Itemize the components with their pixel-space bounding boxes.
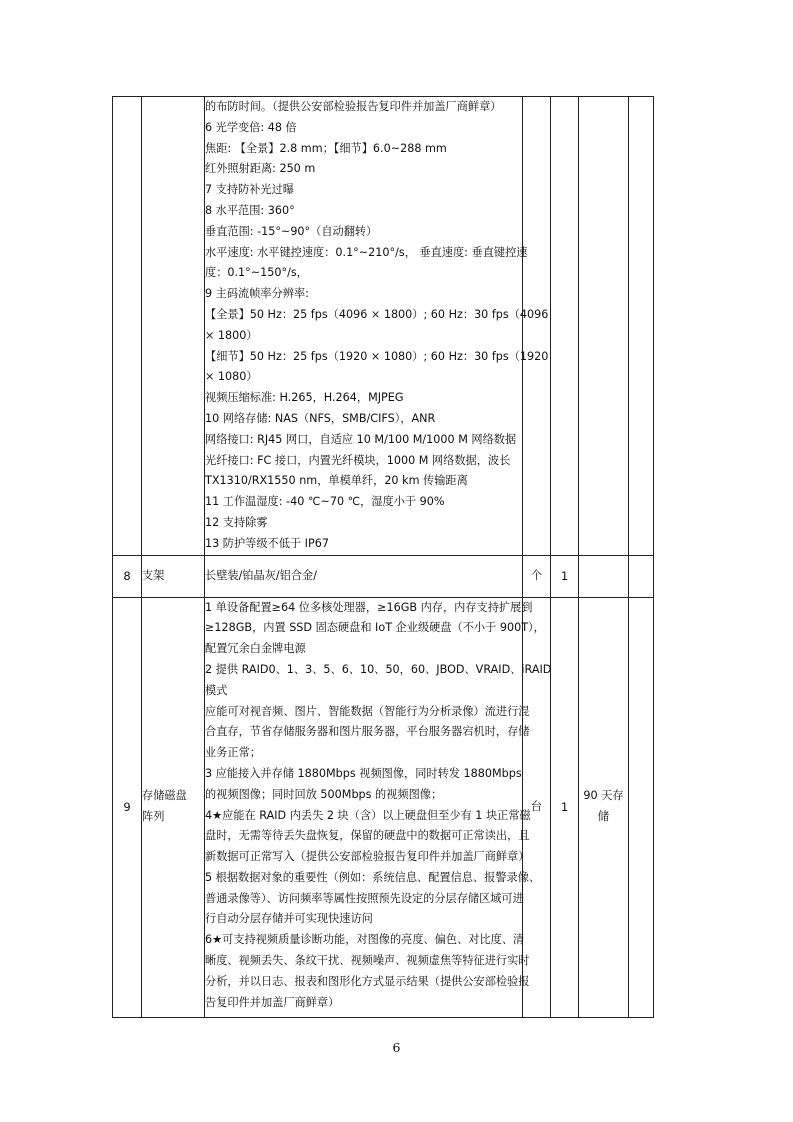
cell-text: 配置冗余白金牌电源 [205, 642, 306, 656]
cell-name [142, 97, 205, 556]
cell-unit [523, 97, 551, 556]
cell-name [142, 555, 205, 597]
cell-text: 【全景】50 Hz：25 fps（4096 × 1800）; 60 Hz：30 fps（4096 [205, 307, 549, 321]
cell-text: TX1310/RX1550 nm，单模单纤，20 km 传输距离 [205, 474, 468, 488]
cell-spec [205, 97, 549, 556]
cell-text: 台 [530, 799, 543, 813]
cell-name [142, 597, 205, 1017]
cell-extra [629, 597, 654, 1017]
cell-text: 【细节】50 Hz：25 fps（1920 × 1080）; 60 Hz：30 fps（1920 [205, 349, 549, 363]
cell-text: 分析，并以日志、报表和图形化方式显示结果（提供公安部检验报 [205, 974, 530, 988]
cell-text: 5 根据数据对象的重要性（例如：系统信息、配置信息、报警录像、 [205, 870, 541, 884]
cell-remark [579, 597, 629, 1017]
cell-remark [579, 555, 629, 597]
cell-qty [551, 555, 579, 597]
cell-text: 模式 [205, 683, 228, 697]
cell-text: 存储磁盘 [142, 789, 187, 803]
page-number: 6 [392, 1040, 401, 1055]
cell-text: 网络接口: RJ45 网口，自适应 10 M/100 M/1000 M 网络数据 [205, 432, 517, 446]
cell-remark [579, 97, 629, 556]
cell-text: 晰度、视频丢失、条纹干扰、视频噪声、视频虚焦等特征进行实时 [205, 954, 530, 968]
spec-table [112, 96, 654, 1018]
cell-spec [205, 597, 552, 1017]
cell-text: 个 [530, 568, 543, 582]
cell-text: 视频压缩标准: H.265，H.264，MJPEG [205, 391, 404, 405]
cell-text: 告复印件并加盖厂商鲜章） [205, 995, 340, 1009]
cell-text: 的视频图像；同时回放 500Mbps 的视频图像； [205, 787, 443, 801]
cell-text: 2 提供 RAID0、1、3、5、6、10、50，60、JBOD、VRAID、iRAID [205, 662, 552, 676]
cell-extra [629, 97, 654, 556]
cell-text: 9 主码流帧率分辨率: [205, 287, 309, 301]
cell-text: 6 光学变倍: 48 倍 [205, 120, 297, 134]
cell-qty [551, 97, 579, 556]
cell-text: 4★应能在 RAID 内丢失 2 块（含）以上硬盘但至少有 1 块正常磁 [205, 808, 531, 822]
cell-text: 普通录像等）、访问频率等属性按照预先设定的分层存储区域可进 [205, 891, 524, 905]
cell-no [113, 597, 142, 1017]
cell-text: 8 水平范围: 360° [205, 203, 295, 217]
cell-text: 度：0.1°~150°/s， [205, 266, 308, 280]
cell-text: 阵列 [142, 810, 165, 824]
cell-text: 盘时，无需等待丢失盘恢复，保留的硬盘中的数据可正常读出，且 [205, 829, 530, 843]
cell-text: 红外照射距离: 250 m [205, 162, 316, 176]
cell-text: 业务正常； [205, 746, 261, 760]
cell-text: 1 [560, 799, 569, 814]
cell-text: 光纤接口: FC 接口，内置光纤模块，1000 M 网络数据，波长 [205, 453, 511, 467]
cell-text: 90 天存 [583, 789, 624, 803]
cell-text: 合直存，节省存储服务器和图片服务器，平台服务器宕机时，存储 [205, 725, 530, 739]
cell-text: 新数据可正常写入（提供公安部检验报告复印件并加盖厂商鲜章） [205, 850, 530, 864]
table-row [113, 597, 654, 1017]
cell-text: 3 应能接入并存储 1880Mbps 视频图像，同时转发 1880Mbps [205, 766, 522, 780]
cell-text: 13 防护等级不低于 IP67 [205, 536, 329, 550]
cell-text: 11 工作温湿度: -40 ℃~70 ℃，湿度小于 90% [205, 495, 445, 509]
cell-unit [523, 555, 551, 597]
cell-text: 储 [597, 810, 610, 824]
cell-text: 垂直范围: -15°~90°（自动翻转） [205, 224, 378, 238]
cell-text: 长壁装/铂晶灰/铝合金/ [205, 568, 317, 582]
spec-table-body [113, 97, 654, 1018]
cell-text: 1 [560, 568, 569, 583]
cell-text: × 1800） [205, 328, 258, 342]
cell-text: 焦距: 【全景】2.8 mm；【细节】6.0~288 mm [205, 141, 447, 155]
cell-text: 8 [123, 568, 131, 583]
cell-text: 行自动分层存储并可实现快速访问 [205, 912, 373, 926]
cell-text: 1 单设备配置≥64 位多核处理器，≥16GB 内存，内存支持扩展到 [205, 600, 533, 614]
cell-text: 7 支持防补光过曝 [205, 183, 294, 197]
cell-text: 12 支持除雾 [205, 515, 268, 529]
cell-qty [551, 597, 579, 1017]
cell-text: 6★可支持视频质量诊断功能，对图像的亮度、偏色、对比度、清 [205, 933, 525, 947]
cell-text: 应能可对视音频、图片、智能数据（智能行为分析录像）流进行混 [205, 704, 530, 718]
cell-spec [205, 555, 523, 597]
table-row [113, 97, 654, 556]
table-row [113, 555, 654, 597]
cell-text: 9 [123, 799, 131, 814]
cell-text: ≥128GB，内置 SSD 固态硬盘和 IoT 企业级硬盘（不小于 900T）， [205, 621, 545, 635]
cell-text: 的布防时间。（提供公安部检验报告复印件并加盖厂商鲜章） [205, 100, 502, 113]
cell-text: × 1080） [205, 370, 258, 384]
cell-text: 10 网络存储: NAS（NFS，SMB/CIFS），ANR [205, 411, 436, 425]
cell-extra [629, 555, 654, 597]
cell-text: 水平速度: 水平键控速度：0.1°~210°/s， 垂直速度: 垂直键控速 [205, 245, 528, 259]
cell-text: 支架 [142, 568, 165, 582]
cell-no [113, 97, 142, 556]
cell-no [113, 555, 142, 597]
